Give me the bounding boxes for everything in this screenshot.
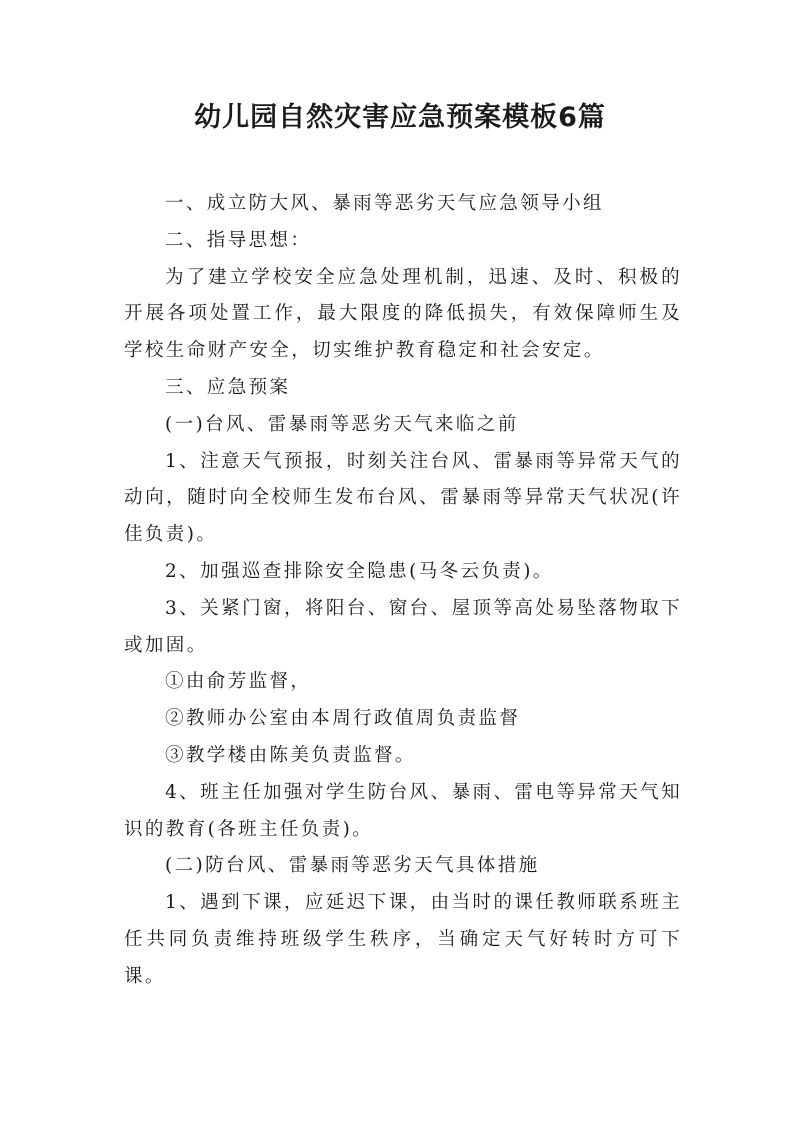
heading-guiding-ideology: 二、指导思想：	[165, 229, 312, 251]
list-item: ②教师办公室由本周行政值周负责监督	[165, 708, 521, 730]
subheading-specific-measures: (二)防台风、雷暴雨等恶劣天气具体措施	[165, 855, 540, 877]
list-item: 4、班主任加强对学生防台风、暴雨、雷电等异常天气知识的教育(各班主任负责)。	[124, 781, 682, 840]
paragraph-guiding-ideology: 为了建立学校安全应急处理机制，迅速、及时、积极的开展各项处置工作，最大限度的降低损失，有效保障师生及学校生命财产安全，切实维护教育稳定和社会安定。	[124, 266, 682, 362]
document-body	[124, 186, 682, 996]
list-item: ③教学楼由陈美负责监督。	[165, 744, 416, 766]
list-item: 1、注意天气预报，时刻关注台风、雷暴雨等异常天气的动向，随时向全校师生发布台风、雷暴雨等异常天气状况(许佳负责)。	[124, 450, 682, 546]
document-title: 幼儿园自然灾害应急预案模板6篇	[194, 102, 606, 133]
list-item: 2、加强巡查排除安全隐患(马冬云负责)。	[165, 560, 554, 582]
heading-leadership-group: 一、成立防大风、暴雨等恶劣天气应急领导小组	[165, 193, 604, 214]
list-item: 1、遇到下课，应延迟下课，由当时的课任教师联系班主任共同负责维持班级学生秩序，当确定天气好转时方可下课。	[124, 892, 682, 987]
heading-emergency-plan: 三、应急预案	[165, 376, 291, 398]
subheading-before-weather: (一)台风、雷暴雨等恶劣天气来临之前	[165, 413, 519, 435]
list-item: 3、关紧门窗，将阳台、窗台、屋顶等高处易坠落物取下或加固。	[124, 597, 682, 656]
list-item: ①由俞芳监督，	[165, 671, 312, 693]
